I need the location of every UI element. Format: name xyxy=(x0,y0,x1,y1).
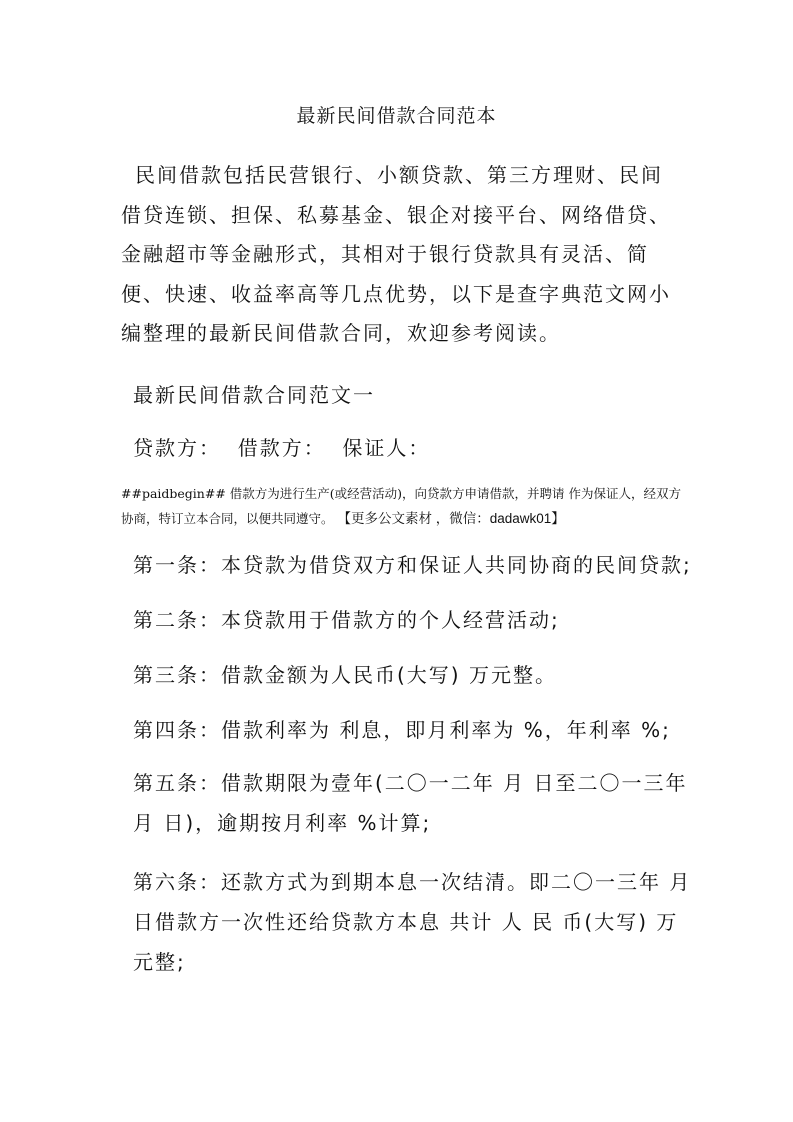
document-title: 最新民间借款合同范本 xyxy=(296,105,497,127)
article-3: 第三条：借款金额为人民币(大写) 万元整。 xyxy=(133,663,557,687)
article-6: 第六条：还款方式为到期本息一次结清。即二〇一三年 月 日借款方一次性还给贷款方本息 共计 人 民 币(大写) 万元整; xyxy=(133,870,692,974)
intro-paragraph: 民间借款包括民营银行、小额贷款、第三方理财、民间借贷连锁、担保、私募基金、银企对接平台、网络借贷、金融超市等金融形式，其相对于银行贷款具有灵活、简便、快速、收益率高等几点优势，以下是查字典范文网小编整理的最新民间借款合同，欢迎参考阅读。 xyxy=(121,163,671,345)
preamble-text: ##paidbegin## 借款方为进行生产(或经营活动)，向贷款方申请借款，并聘请 作为保证人，经双方协商，特订立本合同，以便共同遵守。 xyxy=(121,486,681,526)
article-2: 第二条：本贷款用于借款方的个人经营活动; xyxy=(133,608,560,632)
article-1: 第一条：本贷款为借贷双方和保证人共同协商的民间贷款; xyxy=(133,553,692,577)
promo-text: 【更多公文素材 ，微信：dadawk01】 xyxy=(337,511,565,526)
preamble-paragraph xyxy=(121,481,681,531)
article-5: 第五条：借款期限为壹年(二〇一二年 月 日至二〇一三年 月 日)，逾期按月利率 %计算; xyxy=(133,771,688,835)
parties-line: 贷款方： 借款方： 保证人： xyxy=(133,436,431,460)
article-4: 第四条：借款利率为 利息，即月利率为 %，年利率 %; xyxy=(133,718,671,742)
section-heading: 最新民间借款合同范文一 xyxy=(133,383,375,407)
